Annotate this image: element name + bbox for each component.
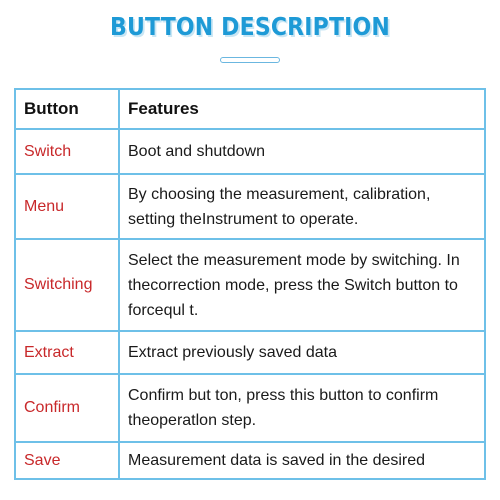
button-name-cell: Switch: [15, 129, 119, 174]
table-row: [15, 239, 485, 331]
button-name-cell: Extract: [15, 331, 119, 374]
table-row: [15, 331, 485, 374]
button-name-cell: Save: [15, 442, 119, 479]
page-title: BUTTON DESCRIPTION: [110, 12, 390, 41]
feature-description-cell: By choosing the measurement, calibration, setting theInstrument to operate.: [119, 174, 485, 239]
feature-description-cell: Extract previously saved data: [119, 331, 485, 374]
button-name-cell: Menu: [15, 174, 119, 239]
table-row: [15, 174, 485, 239]
header-button: Button: [15, 89, 119, 129]
table-row: [15, 442, 485, 479]
feature-description-cell: Confirm but ton, press this button to confirm theoperatlon step.: [119, 374, 485, 442]
feature-description-cell: Boot and shutdown: [119, 129, 485, 174]
header-features: Features: [119, 89, 485, 129]
button-name-cell: Switching: [15, 239, 119, 331]
table-row: [15, 374, 485, 442]
table-row: [15, 129, 485, 174]
button-description-table: [14, 88, 486, 480]
feature-description-cell: Select the measurement mode by switching. In thecorrection mode, press the Switch button to forcequl t.: [119, 239, 485, 331]
feature-description-cell: Measurement data is saved in the desired: [119, 442, 485, 479]
table-header-row: [15, 89, 485, 129]
title-underline-decoration: [220, 57, 280, 63]
button-name-cell: Confirm: [15, 374, 119, 442]
